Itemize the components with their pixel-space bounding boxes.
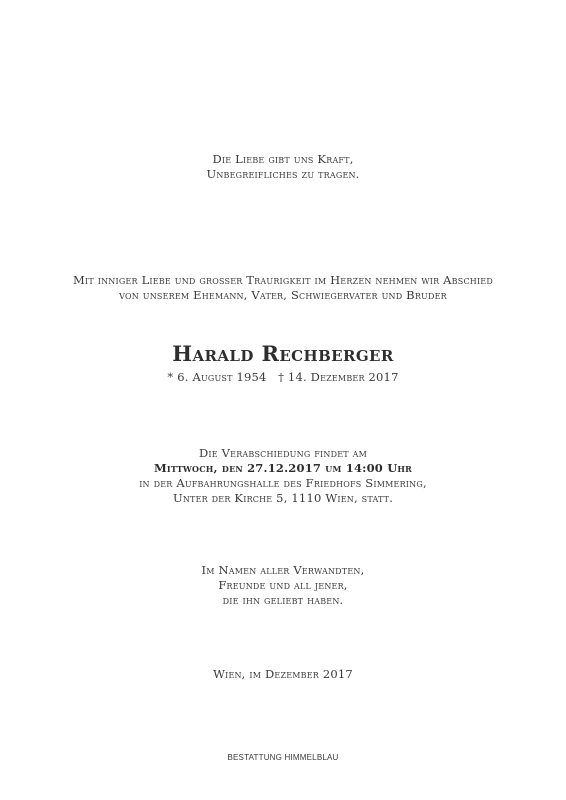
mourners-line-3: die ihn geliebt haben.	[222, 593, 344, 607]
deceased-dates: * 6. August 1954 † 14. Dezember 2017	[167, 370, 399, 384]
ceremony-line-1: Die Verabschiedung findet am	[198, 446, 367, 460]
mourners-line-1: Im Namen aller Verwandten,	[201, 563, 365, 577]
quote-line-2: Unbegreifliches zu tragen.	[206, 167, 360, 181]
mourners-line-2: Freunde und all jener,	[218, 578, 348, 592]
deceased-name: Harald Rechberger	[172, 341, 394, 366]
intro-line-2: von unserem Ehemann, Vater, Schwiegervater und Bruder	[119, 288, 447, 302]
ceremony-line-3: in der Aufbahrungshalle des Friedhofs Simmering,	[139, 476, 427, 490]
funeral-home-footer: BESTATTUNG HIMMELBLAU	[227, 753, 339, 762]
place-and-date: Wien, im Dezember 2017	[213, 667, 353, 681]
intro-line-1: Mit inniger Liebe und grosser Traurigkeit im Herzen nehmen wir Abschied	[73, 273, 493, 287]
quote-line-1: Die Liebe gibt uns Kraft,	[212, 152, 354, 166]
ceremony-date-time: Mittwoch, den 27.12.2017 um 14:00 Uhr	[153, 461, 413, 475]
ceremony-address: Unter der Kirche 5, 1110 Wien, statt.	[172, 491, 394, 505]
